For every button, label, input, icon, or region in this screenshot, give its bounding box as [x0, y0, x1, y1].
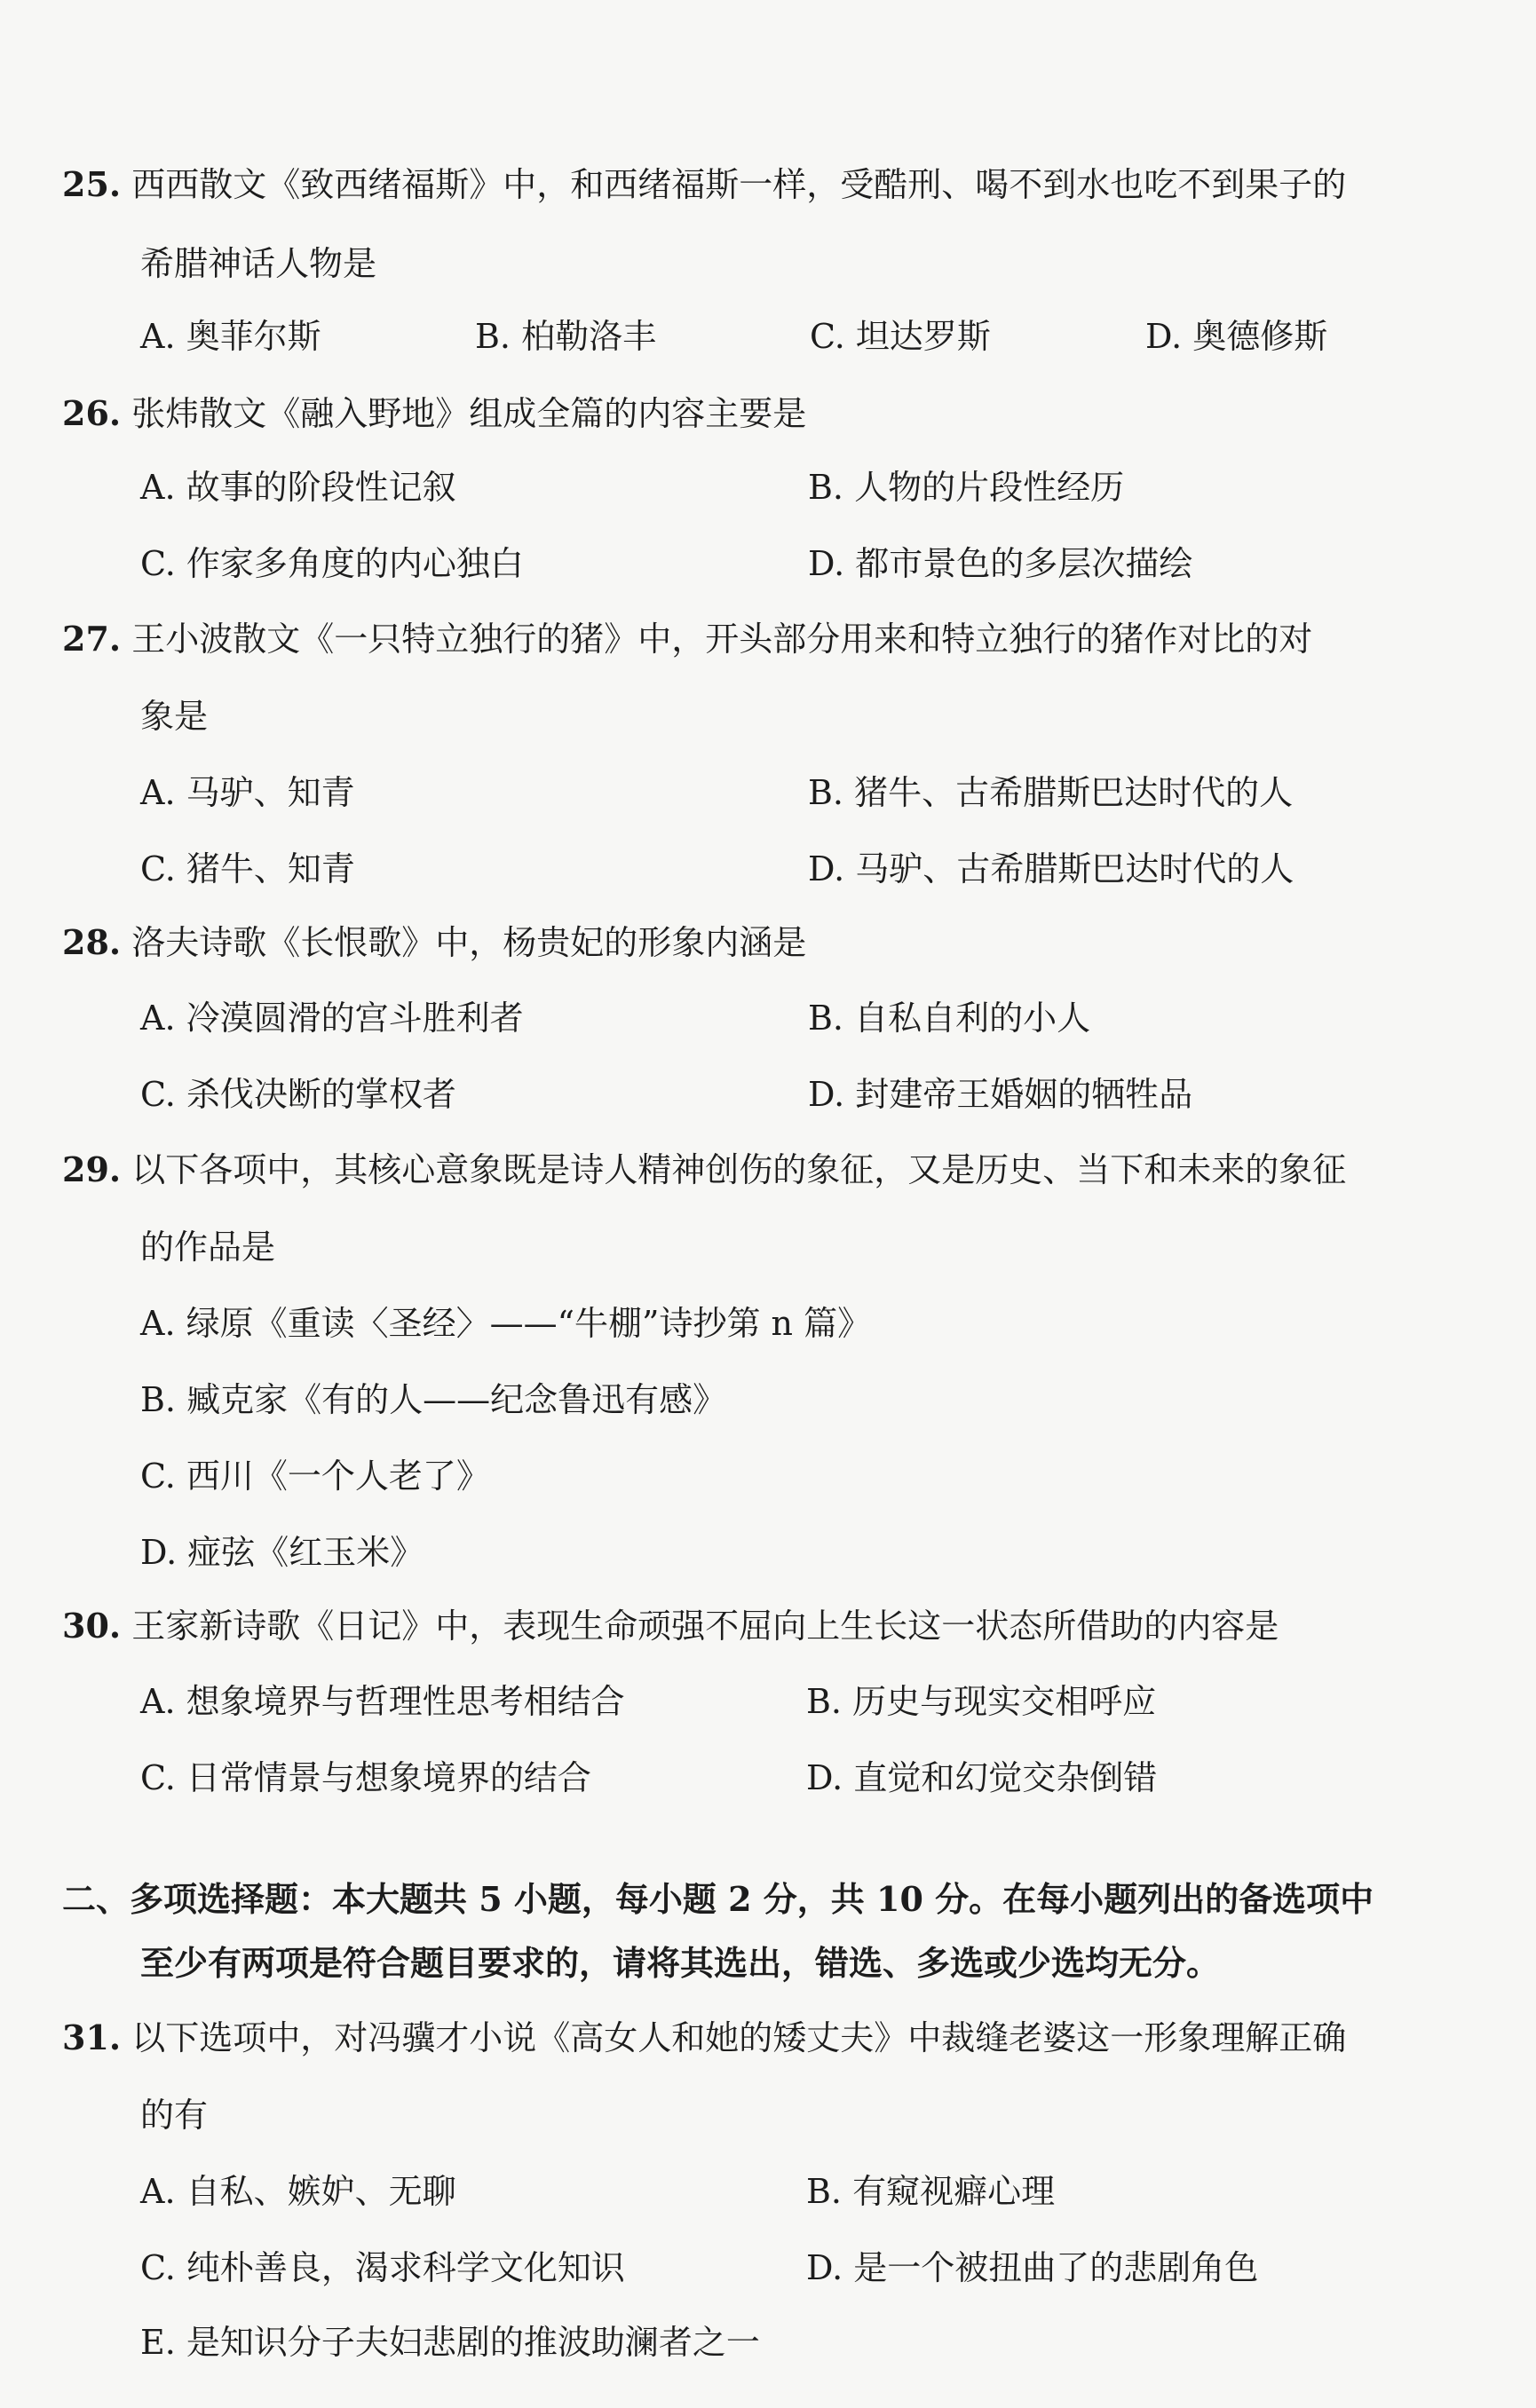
option-d: D. 痖弦《红玉米》 [140, 1533, 424, 1572]
option-d: D. 奥德修斯 [1145, 317, 1328, 356]
option-c: C. 纯朴善良，渴求科学文化知识 [140, 2248, 625, 2287]
question-25-stem [62, 165, 1346, 205]
section-heading-cont: 至少有两项是符合题目要求的，请将其选出，错选、多选或少选均无分。 [140, 1943, 1221, 1983]
option-b: B. 历史与现实交相呼应 [806, 1682, 1157, 1721]
question-number: 25. [62, 164, 122, 204]
question-25-stem-cont: 希腊神话人物是 [140, 244, 377, 283]
question-26-stem: 26. 张炜散文《融入野地》组成全篇的内容主要是 [62, 393, 807, 433]
option-e: E. 是知识分子夫妇悲剧的推波助澜者之一 [140, 2323, 760, 2362]
question-27-stem: 27. 王小波散文《一只特立独行的猪》中，开头部分用来和特立独行的猪作对比的对 [62, 619, 1313, 659]
option-b: B. 猪牛、古希腊斯巴达时代的人 [808, 773, 1294, 812]
option-c: C. 坦达罗斯 [810, 317, 991, 356]
option-c: C. 杀伐决断的掌权者 [140, 1075, 456, 1114]
option-b: B. 臧克家《有的人——纪念鲁迅有感》 [140, 1380, 727, 1419]
option-b: B. 人物的片段性经历 [808, 468, 1125, 507]
option-d: D. 马驴、古希腊斯巴达时代的人 [808, 849, 1295, 888]
question-30-stem: 30. 王家新诗歌《日记》中，表现生命顽强不屈向上生长这一状态所借助的内容是 [62, 1606, 1279, 1646]
question-29-stem: 29. 以下各项中，其核心意象既是诗人精神创伤的象征，又是历史、当下和未来的象征 [62, 1149, 1347, 1189]
option-a: A. 马驴、知青 [140, 773, 355, 812]
question-28-stem: 28. 洛夫诗歌《长恨歌》中，杨贵妃的形象内涵是 [62, 922, 807, 962]
option-d: D. 都市景色的多层次描绘 [808, 544, 1193, 583]
question-27-stem-cont: 象是 [140, 697, 209, 736]
question-31-stem-cont: 的有 [140, 2096, 209, 2135]
option-a: A. 奥菲尔斯 [140, 317, 321, 356]
option-d: D. 封建帝王婚姻的牺牲品 [808, 1075, 1193, 1114]
option-c: C. 西川《一个人老了》 [140, 1457, 490, 1496]
question-stem-line-1: 西西散文《致西绪福斯》中，和西绪福斯一样，受酷刑、喝不到水也吃不到果子的 [131, 165, 1347, 204]
option-b: B. 有窥视癖心理 [806, 2172, 1056, 2211]
question-31-stem: 31. 以下选项中，对冯骥才小说《高女人和她的矮丈夫》中裁缝老婆这一形象理解正确 [62, 2017, 1347, 2057]
option-b: B. 柏勒洛丰 [475, 317, 657, 356]
option-a: A. 冷漠圆滑的宫斗胜利者 [140, 999, 524, 1038]
option-b: B. 自私自利的小人 [808, 999, 1091, 1038]
option-a: A. 故事的阶段性记叙 [140, 468, 456, 507]
question-29-stem-cont: 的作品是 [140, 1228, 276, 1267]
option-d: D. 是一个被扭曲了的悲剧角色 [806, 2248, 1259, 2287]
option-c: C. 作家多角度的内心独白 [140, 544, 524, 583]
option-c: C. 猪牛、知青 [140, 849, 355, 888]
option-a: A. 自私、嫉妒、无聊 [140, 2172, 456, 2211]
option-a: A. 想象境界与哲理性思考相结合 [140, 1682, 625, 1721]
option-d: D. 直觉和幻觉交杂倒错 [806, 1758, 1158, 1797]
section-heading: 二、多项选择题：本大题共 5 小题，每小题 2 分，共 10 分。在每小题列出的备选项中 [62, 1879, 1374, 1919]
option-c: C. 日常情景与想象境界的结合 [140, 1758, 591, 1797]
option-a: A. 绿原《重读〈圣经〉——“牛棚”诗抄第 n 篇》 [140, 1304, 872, 1343]
